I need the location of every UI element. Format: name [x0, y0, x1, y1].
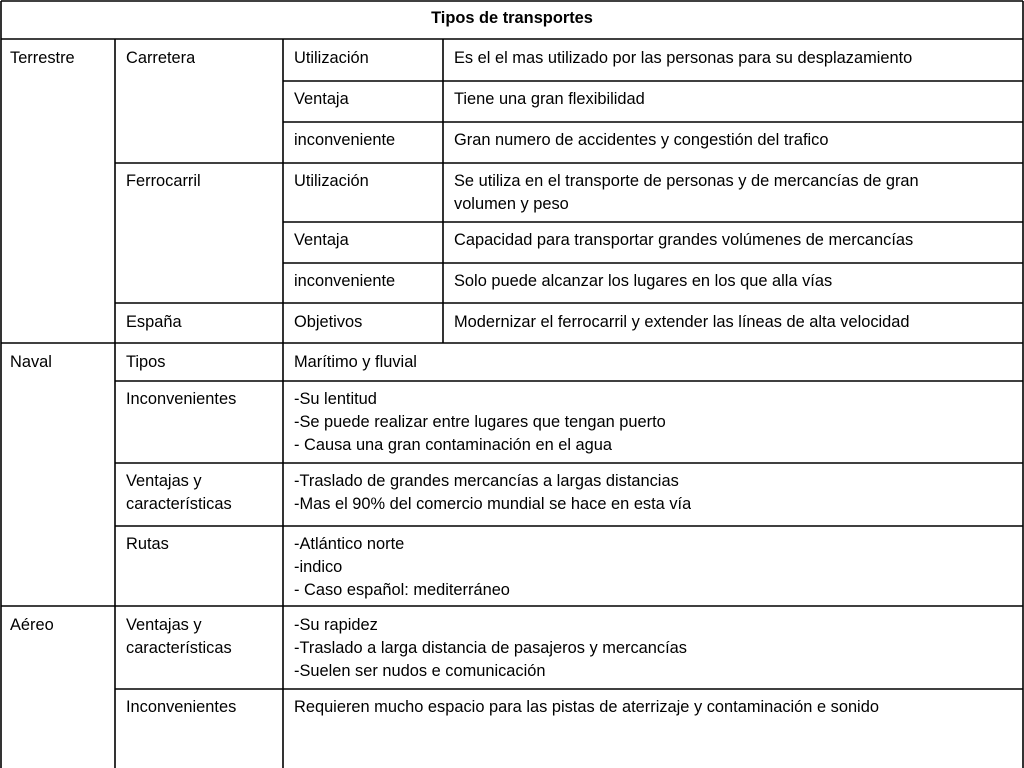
carretera-label: Carretera [126, 49, 196, 67]
naval-rutas-text: -Atlántico norte -indico - Caso español: mediterráneo [294, 535, 510, 599]
naval-tipos-label: Tipos [126, 353, 166, 371]
ferrocarril-ventaja-label: Ventaja [294, 231, 349, 249]
carretera-utilizacion-text: Es el el mas utilizado por las personas para su desplazamiento [454, 49, 913, 67]
naval-inconvenientes-text: -Su lentitud -Se puede realizar entre lugares que tengan puerto - Causa una gran contaminación en el agua [294, 390, 666, 454]
naval-rutas-label: Rutas [126, 535, 169, 553]
ferrocarril-inconveniente-text: Solo puede alcanzar los lugares en los que alla vías [454, 272, 833, 290]
aereo-ventajas-label: Ventajas y características [126, 616, 232, 657]
espana-objetivos-label: Objetivos [294, 313, 363, 331]
ferrocarril-ventaja-text: Capacidad para transportar grandes volúmenes de mercancías [454, 231, 914, 249]
espana-objetivos-text: Modernizar el ferrocarril y extender las líneas de alta velocidad [454, 313, 910, 331]
carretera-inconveniente-label: inconveniente [294, 131, 396, 149]
aereo-inconvenientes-label: Inconvenientes [126, 698, 237, 716]
naval-ventajas-text: -Traslado de grandes mercancías a largas distancias -Mas el 90% del comercio mundial se hace en esta vía [294, 472, 692, 513]
ferrocarril-utilizacion-text: Se utiliza en el transporte de personas y de mercancías de gran volumen y peso [454, 172, 919, 213]
aereo-inconvenientes-text: Requieren mucho espacio para las pistas de aterrizaje y contaminación e sonido [294, 698, 879, 716]
row-label-naval: Naval [10, 353, 52, 371]
espana-label: España [126, 313, 182, 331]
carretera-utilizacion-label: Utilización [294, 49, 369, 67]
naval-inconvenientes-label: Inconvenientes [126, 390, 237, 408]
naval-ventajas-label: Ventajas y características [126, 472, 232, 513]
carretera-ventaja-text: Tiene una gran flexibilidad [454, 90, 645, 108]
carretera-ventaja-label: Ventaja [294, 90, 349, 108]
naval-tipos-text: Marítimo y fluvial [294, 353, 417, 371]
ferrocarril-utilizacion-label: Utilización [294, 172, 369, 190]
row-label-terrestre: Terrestre [10, 49, 75, 67]
row-label-aereo: Aéreo [10, 616, 54, 634]
table-title: Tipos de transportes [431, 9, 593, 27]
carretera-inconveniente-text: Gran numero de accidentes y congestión del trafico [454, 131, 829, 149]
ferrocarril-inconveniente-label: inconveniente [294, 272, 396, 290]
ferrocarril-label: Ferrocarril [126, 172, 201, 190]
aereo-ventajas-text: -Su rapidez -Traslado a larga distancia de pasajeros y mercancías -Suelen ser nudos e comunicación [294, 616, 687, 680]
